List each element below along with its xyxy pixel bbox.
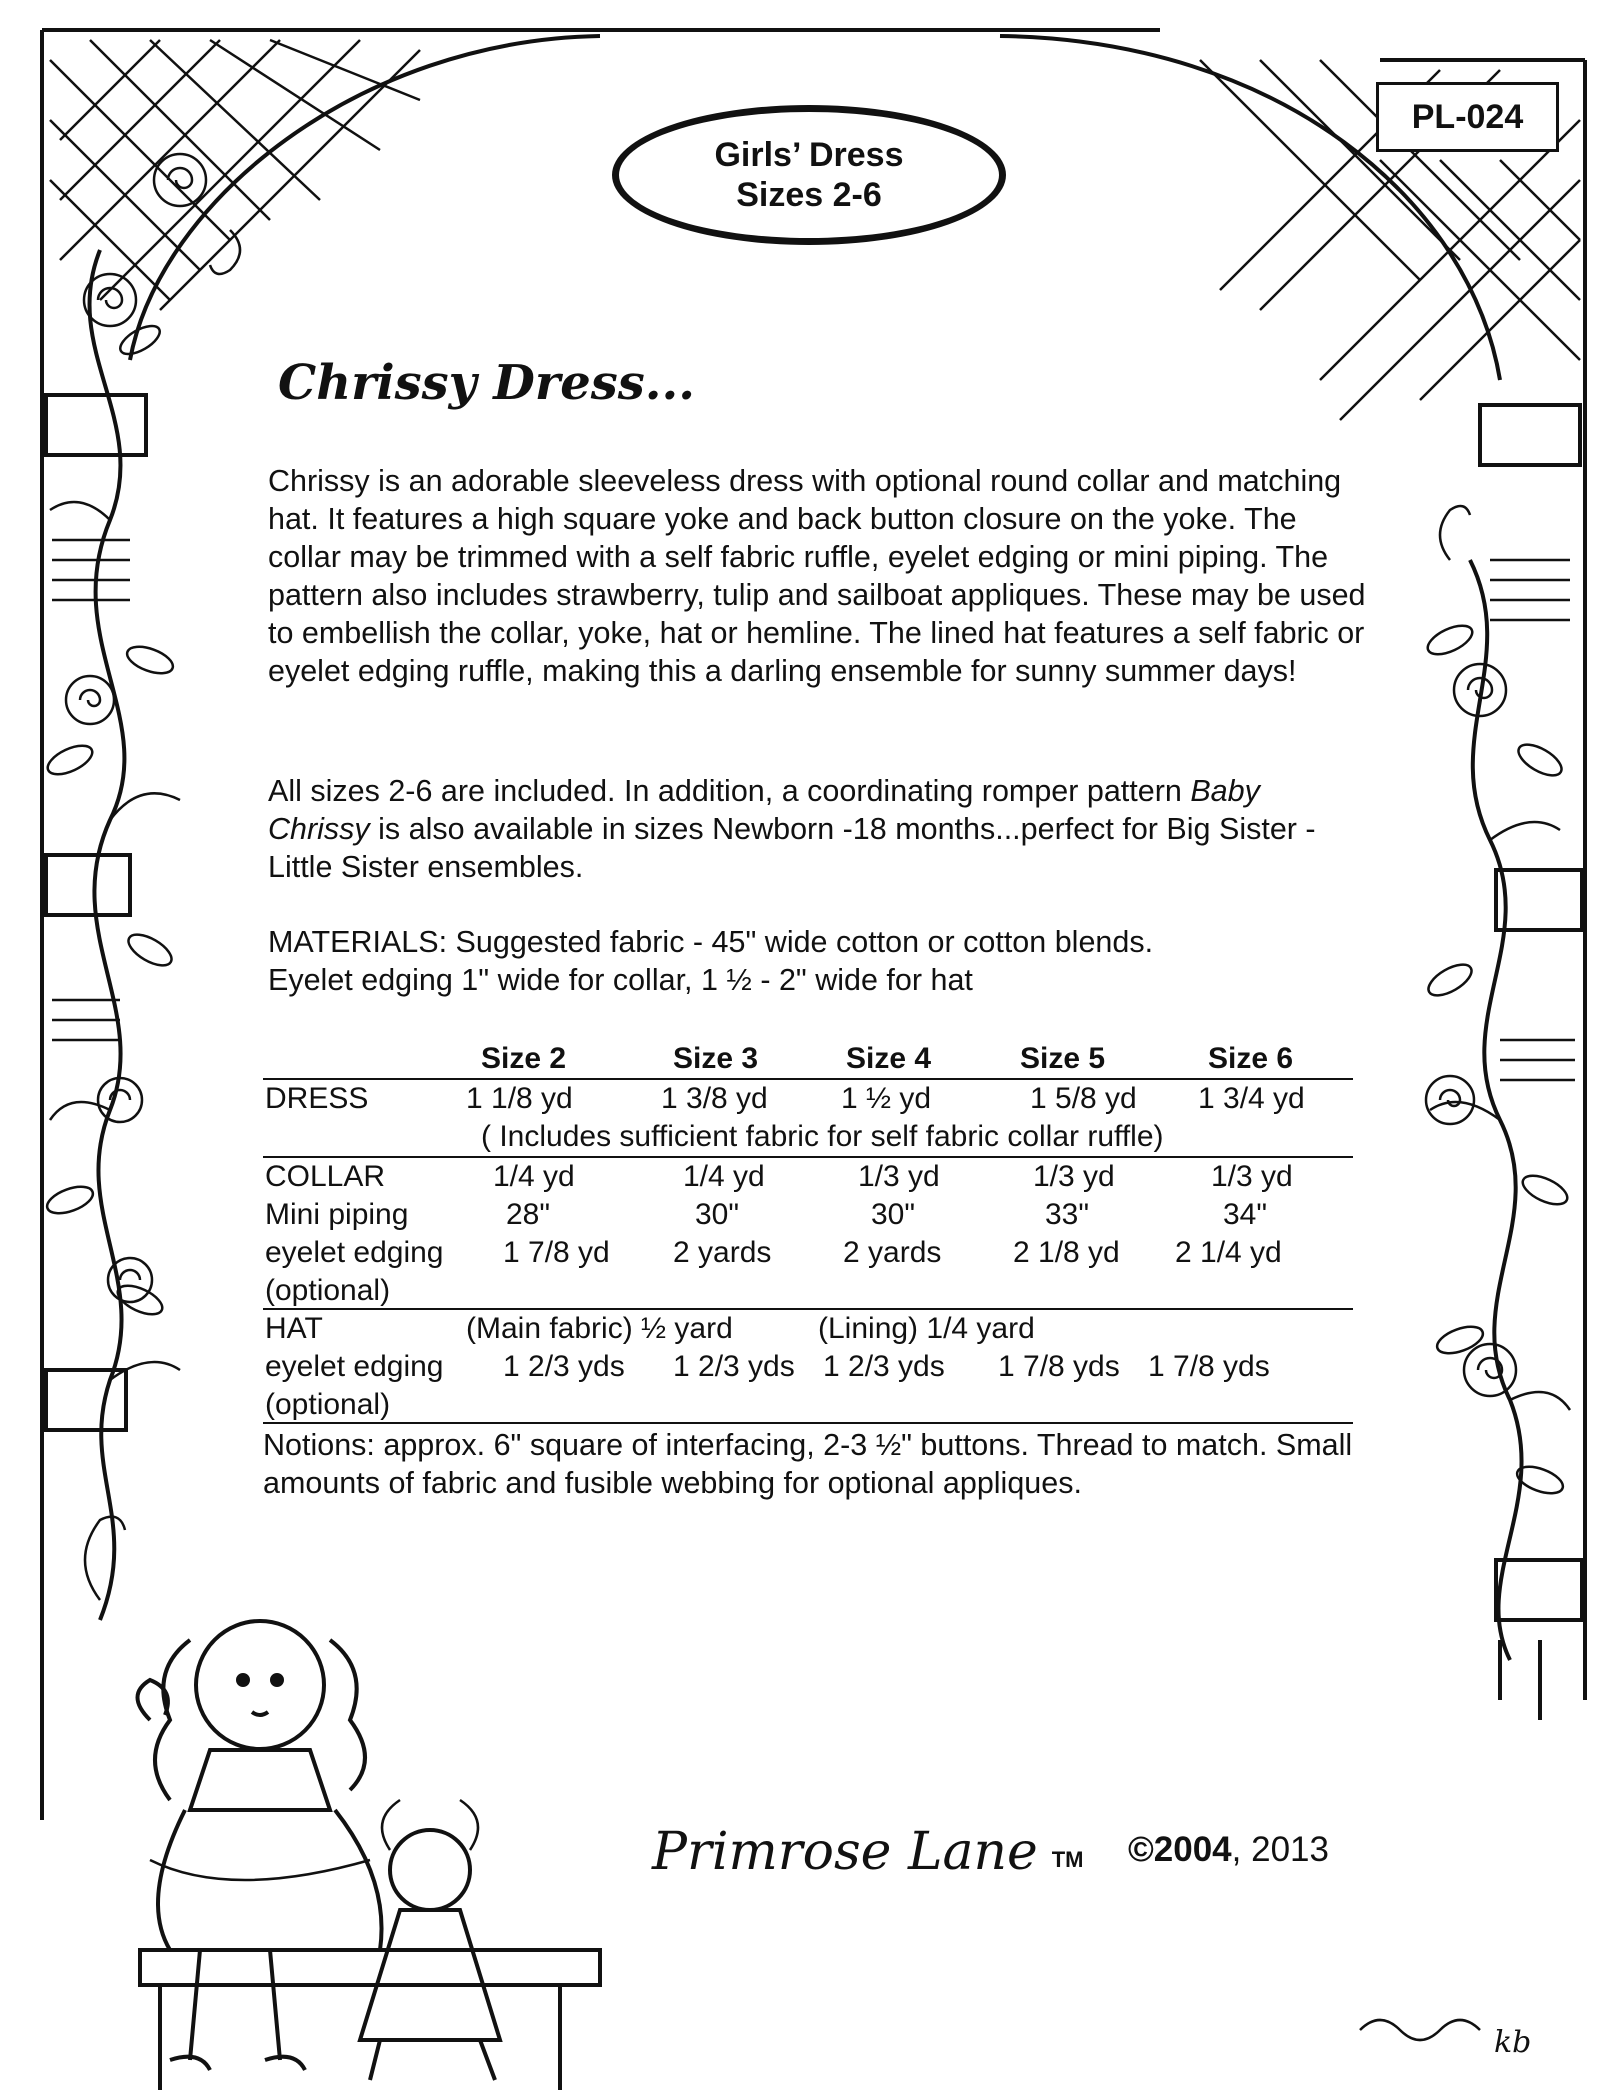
table-divider: [263, 1422, 1353, 1424]
table-row-dress-note: [263, 1118, 1353, 1156]
copyright-notice: [1128, 1830, 1329, 1870]
cell-collar-size-3: 1/4 yd: [683, 1160, 765, 1193]
cell-dress-size-4: 1 ½ yd: [841, 1082, 932, 1115]
row-label-hat-eyelet: eyelet edging: [265, 1350, 444, 1383]
cell-collar-size-6: 1/3 yd: [1211, 1160, 1293, 1193]
table-row-hat: [263, 1310, 1353, 1348]
table-row-collar-eyelet-optional: [263, 1272, 1353, 1308]
row-label-hat: HAT: [265, 1312, 323, 1345]
cell-piping-size-4: 30": [871, 1198, 916, 1231]
table-row-collar-eyelet: [263, 1234, 1353, 1272]
title-badge: [612, 105, 1006, 245]
cell-collar-size-4: 1/3 yd: [858, 1160, 940, 1193]
cell-collar-size-2: 1/4 yd: [493, 1160, 575, 1193]
badge-sizes-line: Sizes 2-6: [736, 176, 882, 214]
row-label-mini-piping: Mini piping: [265, 1198, 409, 1231]
table-row-collar: [263, 1158, 1353, 1196]
materials-line-1: MATERIALS: Suggested fabric - 45" wide cotton or cotton blends.: [268, 925, 1154, 959]
availability-paragraph: [268, 772, 1368, 886]
brand-name: Primrose Lane: [652, 1822, 1038, 1882]
row-label-collar-eyelet: eyelet edging: [265, 1236, 444, 1269]
materials-line-2: Eyelet edging 1" wide for collar, 1 ½ - 2" wide for hat: [268, 963, 973, 997]
brand-signature: [652, 1822, 1084, 1882]
cell-hat-eyelet-size-6: 1 7/8 yds: [1148, 1350, 1270, 1383]
lattice-left-pattern: [50, 40, 420, 310]
row-label-optional: (optional): [265, 1274, 391, 1307]
header-size-4: Size 4: [846, 1042, 932, 1075]
materials-paragraph: [268, 923, 1368, 999]
cell-hat-eyelet-size-3: 1 2/3 yds: [673, 1350, 795, 1383]
availability-italic-name: Baby Chrissy: [268, 774, 1260, 846]
pattern-code: PL-024: [1411, 97, 1524, 136]
availability-text-after: is also available in sizes Newborn -18 months...perfect for Big Sister - Little Sister ensembles.: [268, 812, 1316, 884]
notions-paragraph: [263, 1426, 1363, 1502]
right-vine: [1470, 560, 1522, 1660]
header-size-5: Size 5: [1020, 1042, 1106, 1075]
pattern-heading: Chrissy Dress...: [278, 355, 695, 411]
badge-title-line: Girls’ Dress: [714, 136, 904, 174]
girl-illustration: [138, 1621, 382, 2070]
hat-lining: (Lining) 1/4 yard: [818, 1312, 1035, 1345]
cell-piping-size-5: 33": [1045, 1198, 1090, 1231]
cell-piping-size-2: 28": [506, 1198, 551, 1231]
cell-hat-eyelet-size-2: 1 2/3 yds: [503, 1350, 625, 1383]
row-label-dress: DRESS: [265, 1082, 369, 1115]
pattern-code-box: [1376, 82, 1559, 152]
table-row-dress: [263, 1080, 1353, 1118]
cell-dress-size-3: 1 3/8 yd: [661, 1082, 768, 1115]
row-label-optional: (optional): [265, 1388, 391, 1421]
header-size-3: Size 3: [673, 1042, 759, 1075]
cell-collar-eyelet-size-3: 2 yards: [673, 1236, 772, 1269]
table-row-hat-eyelet: [263, 1348, 1353, 1386]
cell-piping-size-6: 34": [1223, 1198, 1268, 1231]
header-size-2: Size 2: [481, 1042, 567, 1075]
cell-hat-eyelet-size-4: 1 2/3 yds: [823, 1350, 945, 1383]
materials-table: [263, 1040, 1353, 1424]
copyright-year-bold: ©2004: [1128, 1830, 1232, 1869]
cell-collar-eyelet-size-5: 2 1/8 yd: [1013, 1236, 1120, 1269]
artist-mark: kb: [1494, 2025, 1532, 2060]
cell-collar-eyelet-size-4: 2 yards: [843, 1236, 942, 1269]
cell-piping-size-3: 30": [695, 1198, 740, 1231]
description-text: Chrissy is an adorable sleeveless dress with optional round collar and matching hat. It features a high square yoke and back button closure on the yoke. The collar may be trimmed with a self fabric ruffle, eyelet edging or mini piping. The pattern also includes strawberry, tulip and sailboat appliques. These may be used to embellish the collar, yoke, hat or hemline. The lined hat features a self fabric or eyelet edging ruffle, making this a darling ensemble for sunny summer days!: [268, 464, 1366, 688]
table-row-mini-piping: [263, 1196, 1353, 1234]
cell-collar-eyelet-size-2: 1 7/8 yd: [503, 1236, 610, 1269]
cell-dress-size-6: 1 3/4 yd: [1198, 1082, 1305, 1115]
hat-main-fabric: (Main fabric) ½ yard: [466, 1312, 733, 1345]
cell-dress-size-5: 1 5/8 yd: [1030, 1082, 1137, 1115]
header-size-6: Size 6: [1208, 1042, 1294, 1075]
cell-hat-eyelet-size-5: 1 7/8 yds: [998, 1350, 1120, 1383]
cell-collar-eyelet-size-6: 2 1/4 yd: [1175, 1236, 1282, 1269]
dress-note: ( Includes sufficient fabric for self fabric collar ruffle): [481, 1120, 1164, 1153]
description-paragraph: [268, 462, 1368, 690]
copyright-year-rest: , 2013: [1231, 1830, 1329, 1869]
trademark-mark: TM: [1051, 1847, 1084, 1872]
cell-collar-size-5: 1/3 yd: [1033, 1160, 1115, 1193]
table-header-row: [263, 1040, 1353, 1078]
cell-dress-size-2: 1 1/8 yd: [466, 1082, 573, 1115]
notions-text: Notions: approx. 6" square of interfacing, 2-3 ½" buttons. Thread to match. Small amounts of fabric and fusible webbing for optional appliques.: [263, 1428, 1353, 1500]
availability-text-before: All sizes 2-6 are included. In addition, a coordinating romper pattern: [268, 774, 1191, 808]
table-row-hat-eyelet-optional: [263, 1386, 1353, 1422]
row-label-collar: COLLAR: [265, 1160, 386, 1193]
